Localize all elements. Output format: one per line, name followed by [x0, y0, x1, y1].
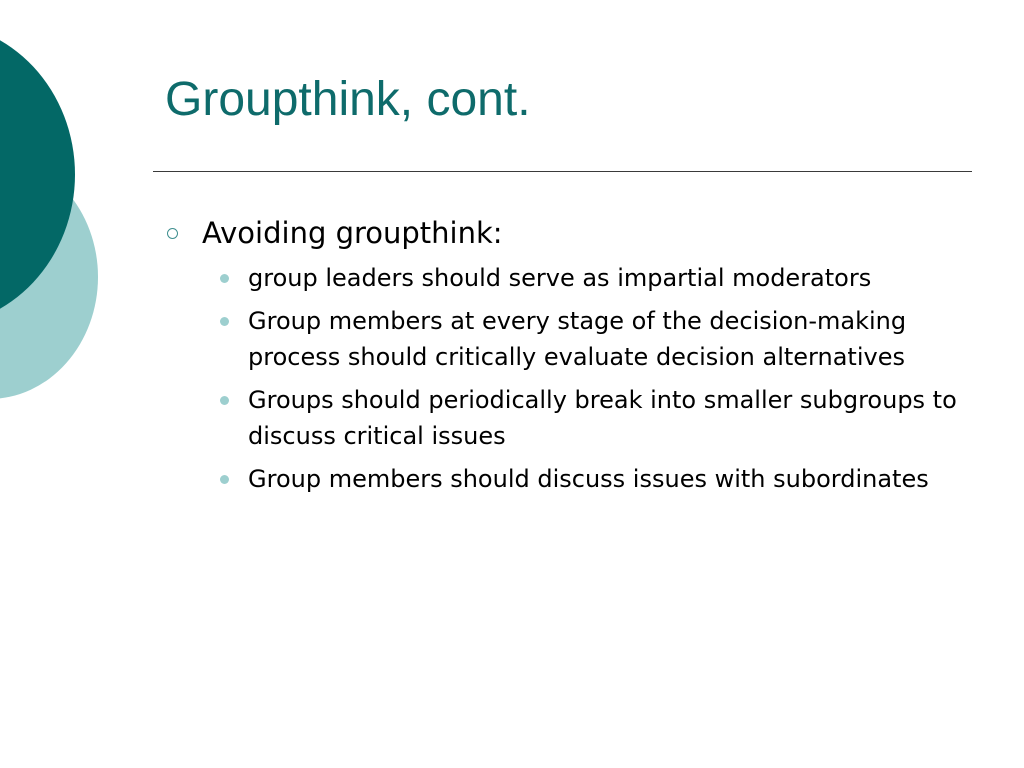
bullet-level-1: [165, 213, 965, 253]
main-point-text: Avoiding groupthink:: [202, 216, 503, 250]
slide-title: Groupthink, cont.: [165, 73, 531, 126]
sub-bullet-item: [165, 260, 965, 296]
sub-bullet-text: Groups should periodically break into smaller subgroups to discuss critical issues: [248, 386, 957, 450]
dot-bullet-icon: [220, 317, 229, 326]
sub-bullet-item: [165, 461, 965, 497]
dot-bullet-icon: [220, 475, 229, 484]
ring-bullet-icon: [167, 228, 178, 239]
sub-bullet-item: [165, 303, 965, 375]
title-divider: [153, 171, 972, 172]
sub-bullet-list: [165, 260, 965, 497]
dot-bullet-icon: [220, 396, 229, 405]
dot-bullet-icon: [220, 274, 229, 283]
slide-body: [165, 213, 965, 504]
sub-bullet-text: group leaders should serve as impartial moderators: [248, 264, 872, 292]
sub-bullet-item: [165, 382, 965, 454]
sub-bullet-text: Group members at every stage of the decision-making process should critically evaluate decision alternatives: [248, 307, 907, 371]
sub-bullet-text: Group members should discuss issues with subordinates: [248, 465, 929, 493]
